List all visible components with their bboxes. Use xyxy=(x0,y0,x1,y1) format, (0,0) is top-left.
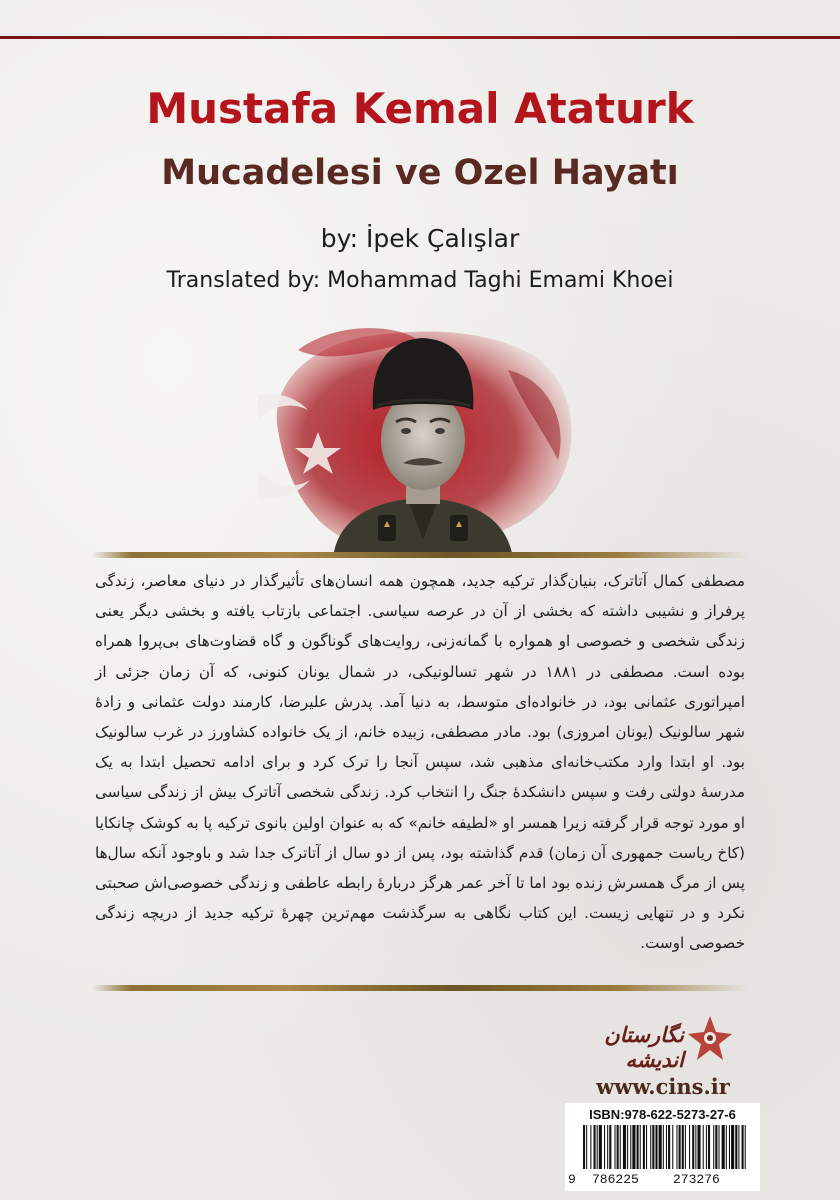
barcode-bar xyxy=(655,1125,657,1169)
barcode-bar xyxy=(682,1125,684,1169)
barcode-bar xyxy=(643,1125,645,1169)
barcode-group-2: 273276 xyxy=(673,1172,720,1187)
barcode-bar xyxy=(692,1125,694,1169)
barcode-bar xyxy=(609,1125,611,1169)
barcode-bar xyxy=(722,1125,725,1169)
barcode-bar xyxy=(668,1125,670,1169)
isbn-label: ISBN:978-622-5273-27-6 xyxy=(589,1107,736,1122)
barcode-bar xyxy=(594,1125,596,1169)
isbn-barcode xyxy=(565,1103,760,1191)
barcode-bar xyxy=(697,1125,700,1169)
barcode-bar xyxy=(685,1125,686,1169)
barcode-bar xyxy=(597,1125,598,1169)
barcode-bar xyxy=(738,1125,739,1169)
barcode-bar xyxy=(650,1125,651,1169)
barcode-bar xyxy=(672,1125,673,1169)
barcode-bar xyxy=(652,1125,654,1169)
barcode-bar xyxy=(663,1125,664,1169)
barcode-bar xyxy=(735,1125,737,1169)
barcode-bar xyxy=(713,1125,714,1169)
barcode-group-1: 786225 xyxy=(592,1172,639,1187)
barcode-bar xyxy=(706,1125,707,1169)
barcode-bar xyxy=(615,1125,616,1169)
barcode-bar xyxy=(695,1125,696,1169)
barcode-bar xyxy=(731,1125,734,1169)
barcode-bar xyxy=(607,1125,608,1169)
barcode-bar xyxy=(627,1125,628,1169)
barcode-bar xyxy=(745,1125,746,1169)
barcode-bar xyxy=(590,1125,591,1169)
barcode-bar xyxy=(666,1125,667,1169)
top-red-rule xyxy=(0,36,840,39)
barcode-bar xyxy=(583,1125,585,1169)
barcode-bar xyxy=(679,1125,681,1169)
barcode-bar xyxy=(620,1125,621,1169)
book-subtitle: Mucadelesi ve Ozel Hayatı xyxy=(161,153,679,193)
gold-divider-bottom xyxy=(92,985,748,991)
barcode-bar xyxy=(630,1125,631,1169)
gold-divider-top xyxy=(92,552,748,558)
barcode-bar xyxy=(726,1125,727,1169)
portrait-illustration xyxy=(258,310,588,558)
barcode-bar xyxy=(623,1125,626,1169)
barcode-bar xyxy=(676,1125,677,1169)
author-line: by: İpek Çalışlar xyxy=(320,224,520,253)
barcode-bar xyxy=(640,1125,641,1169)
barcode-bar xyxy=(715,1125,717,1169)
barcode-bar xyxy=(617,1125,619,1169)
book-title: Mustafa Kemal Ataturk xyxy=(146,84,694,133)
publisher-name: نگارستان اندیشه xyxy=(604,1022,684,1072)
barcode-bars xyxy=(575,1125,750,1171)
barcode-bar xyxy=(742,1125,744,1169)
barcode-bar xyxy=(708,1125,710,1169)
barcode-bar xyxy=(703,1125,704,1169)
barcode-bar xyxy=(632,1125,635,1169)
barcode-bar xyxy=(637,1125,639,1169)
barcode-lead-digit: 9 xyxy=(568,1172,576,1187)
barcode-bar xyxy=(604,1125,605,1169)
barcode-bar xyxy=(599,1125,602,1169)
barcode-bar xyxy=(729,1125,730,1169)
translator-line: Translated by: Mohammad Taghi Emami Khoei xyxy=(166,268,674,293)
barcode-bar xyxy=(718,1125,719,1169)
barcode-bar xyxy=(646,1125,647,1169)
barcode-bar xyxy=(586,1125,587,1169)
back-cover-blurb: مصطفی کمال آتاترک، بنیان‌گذار ترکیه جدید، همچون همه انسان‌های تأثیرگذار در دنیای معاصر، زندگی پرفراز و نشیبی داشته که بخشی از آن در عرصه سیاسی. اجتماعی بازتاب یافته و بخشی دیگر یعنی زندگی شخصی و خصوصی او همواره با گمانه‌زنی، روایت‌های گوناگون و گاه قضاوت‌های بی‌پروا همراه بوده است. مصطفی در ۱۸۸۱ در شهر تسالونیکی، در شمال یونان کنونی، که آن زمان جزئی از امپراتوری عثمانی بود، در خانواده‌ای متوسط، به دنیا آمد. پدرش علیرضا، کارمند دولت عثمانی و زادهٔ شهر سالونیک (یونان امروزی) بود. مادر مصطفی، زبیده خانم، از یک خانواده کشاورز در غرب سالونیک بود. او ابتدا وارد مکتب‌خانه‌ای مذهبی شد، سپس آنجا را ترک کرد و برای ادامه تحصیل ابتدا به یک مدرسهٔ دولتی رفت و سپس دانشکدهٔ جنگ را انتخاب کرد. زندگی شخصی آتاترک بیش از زندگی سیاسی او مورد توجه قرار گرفته زیرا همسر او «لطیفه خانم» که به عنوان اولین بانوی ترکیه پا به کوشک چانکایا (کاخ ریاست جمهوری آن زمان) قدم گذاشته بود، پس از دو سال از آتاترک جدا شد و باوجود آنکه سال‌ها پس از مرگ همسرش زنده بود اما تا آخر عمر هرگز دربارهٔ رابطه عاطفی و زندگی خصوصی‌اش صحبتی نکرد و در تنهایی زیست. این کتاب نگاهی به سرگذشت مهم‌ترین چهرهٔ ترکیه جدید از دریچه زندگی خصوصی اوست. xyxy=(95,572,746,953)
portrait-svg xyxy=(258,310,588,558)
barcode-bar xyxy=(659,1125,662,1169)
publisher-website[interactable]: www.cins.ir xyxy=(596,1074,730,1099)
barcode-bar xyxy=(689,1125,690,1169)
publisher-logo xyxy=(560,1000,740,1080)
